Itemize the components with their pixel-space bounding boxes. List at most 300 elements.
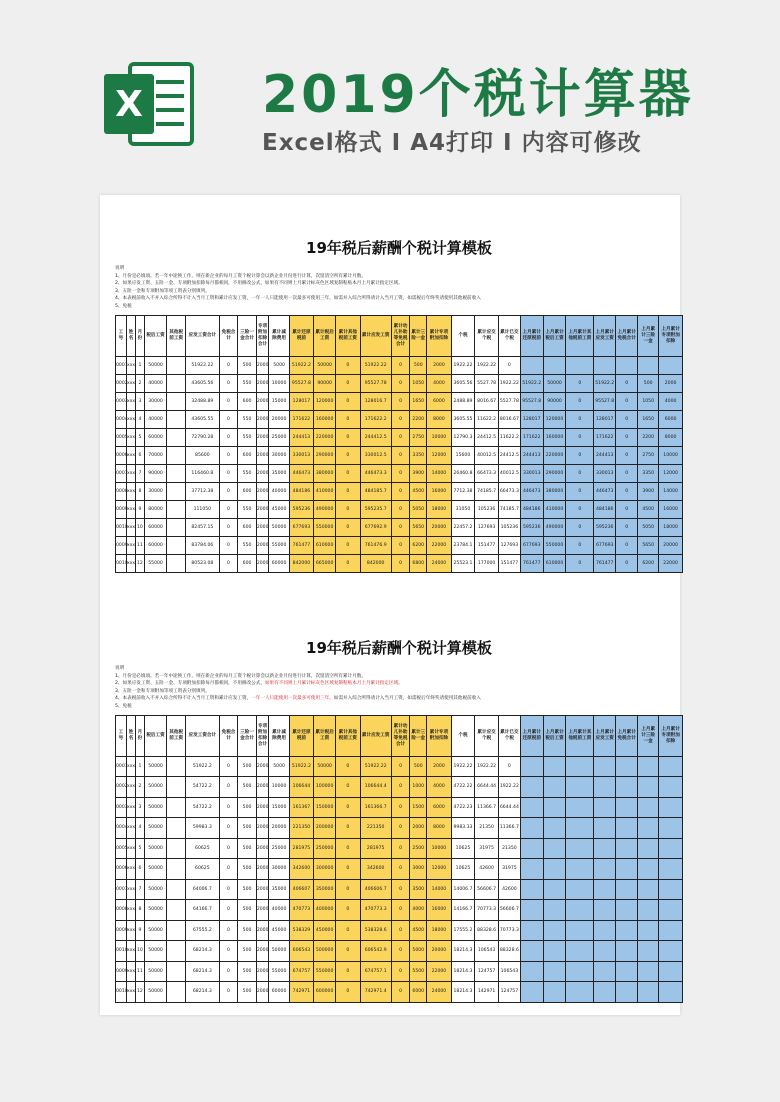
- table-cell[interactable]: 5500: [410, 961, 427, 982]
- table-cell[interactable]: 10000: [427, 838, 451, 859]
- table-cell[interactable]: xxx: [126, 518, 135, 536]
- table-cell[interactable]: 0: [391, 428, 410, 446]
- table-cell[interactable]: 500: [238, 777, 257, 798]
- table-cell[interactable]: 24412.5: [475, 428, 499, 446]
- table-cell[interactable]: 12000: [427, 859, 451, 880]
- table-cell[interactable]: 0: [336, 900, 360, 921]
- table-cell[interactable]: 25000: [269, 838, 289, 859]
- table-cell[interactable]: 55000: [269, 961, 289, 982]
- table-cell[interactable]: 8000: [659, 428, 683, 446]
- table-cell[interactable]: xxx: [126, 777, 135, 798]
- table-cell[interactable]: 0: [391, 392, 410, 410]
- table-cell[interactable]: 0: [336, 446, 360, 464]
- table-cell[interactable]: 0: [219, 797, 238, 818]
- table-cell[interactable]: [594, 920, 616, 941]
- table-cell[interactable]: 0: [616, 554, 638, 572]
- table-cell[interactable]: [520, 356, 543, 374]
- table-cell[interactable]: [520, 838, 543, 859]
- table-cell[interactable]: 0: [219, 536, 238, 554]
- table-cell[interactable]: 151477: [475, 536, 499, 554]
- table-cell[interactable]: 128016.7: [360, 392, 391, 410]
- table-cell[interactable]: 2000: [256, 838, 269, 859]
- table-cell[interactable]: 4000: [659, 392, 683, 410]
- table-cell[interactable]: [566, 756, 594, 777]
- table-cell[interactable]: 100000: [314, 777, 336, 798]
- table-cell[interactable]: 500: [238, 838, 257, 859]
- table-cell[interactable]: 2000: [256, 900, 269, 921]
- table-cell[interactable]: [566, 838, 594, 859]
- table-cell[interactable]: 406607: [289, 879, 313, 900]
- table-cell[interactable]: 142971: [475, 982, 499, 1003]
- table-cell[interactable]: 50000: [144, 356, 167, 374]
- table-cell[interactable]: 106543: [475, 941, 499, 962]
- table-cell[interactable]: 74185.7: [498, 500, 520, 518]
- table-cell[interactable]: 2000: [256, 446, 269, 464]
- table-cell[interactable]: 8: [136, 900, 144, 921]
- table-cell[interactable]: 0003: [116, 797, 127, 818]
- table-cell[interactable]: [167, 941, 186, 962]
- table-cell[interactable]: 1922.22: [451, 356, 475, 374]
- table-cell[interactable]: 550: [238, 464, 257, 482]
- table-cell[interactable]: 0: [219, 920, 238, 941]
- table-cell[interactable]: 2000: [256, 518, 269, 536]
- table-cell[interactable]: 161367: [289, 797, 313, 818]
- table-cell[interactable]: 0: [336, 859, 360, 880]
- table-cell[interactable]: 0: [566, 464, 594, 482]
- table-cell[interactable]: 0: [566, 374, 594, 392]
- table-cell[interactable]: 171622: [594, 428, 616, 446]
- table-cell[interactable]: 21350: [498, 838, 520, 859]
- table-cell[interactable]: [638, 879, 659, 900]
- table-cell[interactable]: [638, 356, 659, 374]
- table-cell[interactable]: 0: [391, 410, 410, 428]
- table-cell[interactable]: 2000: [659, 374, 683, 392]
- table-cell[interactable]: [594, 879, 616, 900]
- table-cell[interactable]: 0005: [116, 428, 127, 446]
- table-cell[interactable]: 674757: [289, 961, 313, 982]
- table-cell[interactable]: 4500: [410, 482, 427, 500]
- table-cell[interactable]: 56606.7: [475, 879, 499, 900]
- table-cell[interactable]: [566, 818, 594, 839]
- table-cell[interactable]: 595235.7: [360, 500, 391, 518]
- table-cell[interactable]: [616, 756, 638, 777]
- table-cell[interactable]: 66473.3: [475, 464, 499, 482]
- table-cell[interactable]: 0: [391, 818, 410, 839]
- table-cell[interactable]: 3350: [410, 446, 427, 464]
- table-cell[interactable]: 51922.2: [594, 374, 616, 392]
- table-cell[interactable]: 51922.22: [185, 356, 219, 374]
- table-cell[interactable]: 23784.1: [451, 536, 475, 554]
- table-cell[interactable]: 500: [238, 818, 257, 839]
- table-cell[interactable]: 484185.7: [360, 482, 391, 500]
- table-cell[interactable]: [594, 356, 616, 374]
- table-cell[interactable]: 0: [219, 756, 238, 777]
- table-cell[interactable]: 43605.56: [185, 374, 219, 392]
- table-cell[interactable]: 95527.8: [289, 374, 313, 392]
- table-cell[interactable]: 50000: [144, 838, 167, 859]
- table-cell[interactable]: 60000: [144, 536, 167, 554]
- table-cell[interactable]: 221350: [289, 818, 313, 839]
- table-cell[interactable]: 30000: [144, 482, 167, 500]
- table-cell[interactable]: 6000: [659, 410, 683, 428]
- table-cell[interactable]: 7712.38: [451, 482, 475, 500]
- table-cell[interactable]: 600: [238, 554, 257, 572]
- table-cell[interactable]: 500: [410, 356, 427, 374]
- table-cell[interactable]: 290000: [314, 446, 336, 464]
- table-cell[interactable]: 0: [336, 374, 360, 392]
- table-cell[interactable]: xxx: [126, 374, 135, 392]
- table-cell[interactable]: [167, 554, 186, 572]
- table-cell[interactable]: xxx: [126, 446, 135, 464]
- table-cell[interactable]: [520, 920, 543, 941]
- table-cell[interactable]: [167, 797, 186, 818]
- table-cell[interactable]: xxx: [126, 756, 135, 777]
- table-cell[interactable]: xxx: [126, 536, 135, 554]
- table-cell[interactable]: 550: [238, 410, 257, 428]
- table-cell[interactable]: [566, 356, 594, 374]
- table-cell[interactable]: 22000: [427, 961, 451, 982]
- table-cell[interactable]: 0: [219, 900, 238, 921]
- table-cell[interactable]: 51922.22: [360, 756, 391, 777]
- table-cell[interactable]: [167, 428, 186, 446]
- table-cell[interactable]: 128017: [520, 410, 543, 428]
- table-cell[interactable]: [520, 961, 543, 982]
- table-cell[interactable]: 70773.3: [475, 900, 499, 921]
- table-cell[interactable]: xxx: [126, 500, 135, 518]
- table-cell[interactable]: 0010: [116, 518, 127, 536]
- table-cell[interactable]: 11366.7: [475, 797, 499, 818]
- table-cell[interactable]: [543, 818, 566, 839]
- table-cell[interactable]: 5050: [410, 500, 427, 518]
- table-cell[interactable]: 0: [336, 838, 360, 859]
- table-cell[interactable]: 1922.22: [451, 756, 475, 777]
- table-cell[interactable]: 5: [136, 838, 144, 859]
- table-cell[interactable]: [566, 900, 594, 921]
- table-cell[interactable]: [167, 777, 186, 798]
- table-cell[interactable]: 0: [616, 374, 638, 392]
- table-cell[interactable]: 3: [136, 797, 144, 818]
- table-cell[interactable]: 0: [336, 428, 360, 446]
- table-cell[interactable]: 330013: [289, 446, 313, 464]
- table-cell[interactable]: 761476.9: [360, 536, 391, 554]
- table-cell[interactable]: [594, 797, 616, 818]
- table-cell[interactable]: 70000: [144, 446, 167, 464]
- table-cell[interactable]: 2: [136, 777, 144, 798]
- table-cell[interactable]: [616, 961, 638, 982]
- table-cell[interactable]: 0: [566, 500, 594, 518]
- table-cell[interactable]: 0009: [116, 500, 127, 518]
- table-cell[interactable]: [594, 982, 616, 1003]
- table-cell[interactable]: 0: [391, 941, 410, 962]
- table-cell[interactable]: xxx: [126, 797, 135, 818]
- table-cell[interactable]: 2000: [410, 818, 427, 839]
- table-cell[interactable]: 550: [238, 500, 257, 518]
- table-cell[interactable]: 1000: [410, 777, 427, 798]
- table-cell[interactable]: 410000: [543, 500, 566, 518]
- table-cell[interactable]: 54722.2: [185, 797, 219, 818]
- table-cell[interactable]: 12: [136, 554, 144, 572]
- table-cell[interactable]: 51922.2: [185, 756, 219, 777]
- table-cell[interactable]: 2000: [256, 356, 269, 374]
- table-cell[interactable]: 0: [566, 518, 594, 536]
- table-cell[interactable]: [167, 446, 186, 464]
- table-cell[interactable]: xxx: [126, 920, 135, 941]
- table-cell[interactable]: [659, 961, 683, 982]
- table-cell[interactable]: 0: [336, 879, 360, 900]
- table-cell[interactable]: 88328.6: [498, 941, 520, 962]
- table-cell[interactable]: [167, 920, 186, 941]
- table-cell[interactable]: 5527.78: [475, 374, 499, 392]
- table-cell[interactable]: 18214.3: [451, 982, 475, 1003]
- table-cell[interactable]: 0: [616, 446, 638, 464]
- table-cell[interactable]: 15600: [451, 446, 475, 464]
- table-cell[interactable]: [638, 797, 659, 818]
- table-cell[interactable]: 0008: [116, 482, 127, 500]
- table-cell[interactable]: 124757: [498, 982, 520, 1003]
- table-cell[interactable]: 3000: [410, 859, 427, 880]
- table-cell[interactable]: 50000: [144, 920, 167, 941]
- table-cell[interactable]: 15000: [269, 392, 289, 410]
- table-cell[interactable]: 0: [566, 446, 594, 464]
- table-cell[interactable]: 244412.5: [360, 428, 391, 446]
- table-cell[interactable]: [616, 838, 638, 859]
- table-cell[interactable]: 16000: [427, 482, 451, 500]
- table-cell[interactable]: [638, 941, 659, 962]
- table-cell[interactable]: [638, 900, 659, 921]
- table-cell[interactable]: 51922.22: [360, 356, 391, 374]
- table-cell[interactable]: 0: [336, 500, 360, 518]
- table-cell[interactable]: 0: [391, 879, 410, 900]
- table-cell[interactable]: xxx: [126, 428, 135, 446]
- table-cell[interactable]: [520, 777, 543, 798]
- table-cell[interactable]: 50000: [269, 518, 289, 536]
- table-cell[interactable]: 600000: [314, 982, 336, 1003]
- table-cell[interactable]: [167, 500, 186, 518]
- table-cell[interactable]: 11622.2: [498, 428, 520, 446]
- table-cell[interactable]: 40012.5: [498, 464, 520, 482]
- table-cell[interactable]: 9: [136, 920, 144, 941]
- table-cell[interactable]: 50000: [144, 797, 167, 818]
- table-cell[interactable]: [566, 859, 594, 880]
- table-cell[interactable]: 0: [336, 518, 360, 536]
- table-cell[interactable]: 330013: [594, 464, 616, 482]
- table-cell[interactable]: 128017: [594, 410, 616, 428]
- table-cell[interactable]: [616, 941, 638, 962]
- table-cell[interactable]: 0: [616, 392, 638, 410]
- table-cell[interactable]: xxx: [126, 392, 135, 410]
- table-cell[interactable]: [520, 859, 543, 880]
- table-cell[interactable]: 12790.3: [451, 428, 475, 446]
- table-cell[interactable]: 0: [391, 982, 410, 1003]
- table-cell[interactable]: 120000: [314, 392, 336, 410]
- table-cell[interactable]: 0: [219, 464, 238, 482]
- table-cell[interactable]: 1650: [410, 392, 427, 410]
- table-cell[interactable]: 95527.8: [594, 392, 616, 410]
- table-cell[interactable]: [594, 900, 616, 921]
- table-cell[interactable]: 446473: [289, 464, 313, 482]
- table-cell[interactable]: [659, 941, 683, 962]
- table-cell[interactable]: 500: [238, 920, 257, 941]
- table-cell[interactable]: [520, 879, 543, 900]
- table-cell[interactable]: 600: [238, 446, 257, 464]
- table-cell[interactable]: 50000: [269, 941, 289, 962]
- table-cell[interactable]: 0: [566, 410, 594, 428]
- table-cell[interactable]: 0: [391, 536, 410, 554]
- table-cell[interactable]: 0: [391, 464, 410, 482]
- table-cell[interactable]: 68214.3: [185, 961, 219, 982]
- table-cell[interactable]: [566, 941, 594, 962]
- table-cell[interactable]: 10: [136, 941, 144, 962]
- table-cell[interactable]: 0: [219, 446, 238, 464]
- table-cell[interactable]: 50000: [144, 859, 167, 880]
- table-cell[interactable]: [638, 920, 659, 941]
- table-cell[interactable]: 6200: [638, 554, 659, 572]
- table-cell[interactable]: 500: [238, 356, 257, 374]
- table-cell[interactable]: 0: [219, 410, 238, 428]
- table-cell[interactable]: [167, 859, 186, 880]
- table-cell[interactable]: [543, 941, 566, 962]
- table-cell[interactable]: [638, 982, 659, 1003]
- table-cell[interactable]: 0: [219, 500, 238, 518]
- table-cell[interactable]: [566, 797, 594, 818]
- table-cell[interactable]: 1050: [638, 392, 659, 410]
- table-cell[interactable]: 677692.9: [360, 518, 391, 536]
- table-cell[interactable]: 60000: [144, 428, 167, 446]
- table-cell[interactable]: 8000: [427, 410, 451, 428]
- table-cell[interactable]: 0: [336, 482, 360, 500]
- table-cell[interactable]: 160000: [543, 428, 566, 446]
- table-cell[interactable]: 761477: [520, 554, 543, 572]
- table-cell[interactable]: 0: [616, 482, 638, 500]
- table-cell[interactable]: 8016.67: [475, 392, 499, 410]
- table-cell[interactable]: 7: [136, 879, 144, 900]
- table-cell[interactable]: 24000: [427, 982, 451, 1003]
- table-cell[interactable]: 24412.5: [498, 446, 520, 464]
- table-cell[interactable]: 350000: [314, 879, 336, 900]
- table-cell[interactable]: 0003: [116, 392, 127, 410]
- table-cell[interactable]: 550: [238, 374, 257, 392]
- table-cell[interactable]: 0: [219, 392, 238, 410]
- table-cell[interactable]: 2000: [256, 482, 269, 500]
- table-cell[interactable]: 16000: [427, 900, 451, 921]
- table-cell[interactable]: 470773: [289, 900, 313, 921]
- table-cell[interactable]: 1922.22: [498, 374, 520, 392]
- table-cell[interactable]: 45000: [269, 920, 289, 941]
- table-cell[interactable]: 0: [616, 500, 638, 518]
- table-cell[interactable]: 116460.8: [185, 464, 219, 482]
- table-cell[interactable]: 500: [238, 941, 257, 962]
- table-cell[interactable]: 18000: [427, 920, 451, 941]
- table-cell[interactable]: 0001: [116, 756, 127, 777]
- table-cell[interactable]: 2488.89: [451, 392, 475, 410]
- table-cell[interactable]: 0: [336, 536, 360, 554]
- table-cell[interactable]: [566, 961, 594, 982]
- table-cell[interactable]: xxx: [126, 838, 135, 859]
- table-cell[interactable]: 1922.22: [475, 356, 499, 374]
- table-cell[interactable]: 10625: [451, 859, 475, 880]
- table-cell[interactable]: 610000: [314, 536, 336, 554]
- table-cell[interactable]: 0: [219, 859, 238, 880]
- table-cell[interactable]: 5000: [269, 756, 289, 777]
- table-cell[interactable]: [167, 818, 186, 839]
- table-cell[interactable]: 550000: [314, 518, 336, 536]
- table-cell[interactable]: 0: [391, 920, 410, 941]
- table-cell[interactable]: 4000: [427, 374, 451, 392]
- table-cell[interactable]: 18000: [427, 500, 451, 518]
- table-cell[interactable]: [566, 879, 594, 900]
- table-cell[interactable]: 500: [238, 900, 257, 921]
- table-cell[interactable]: 59983.3: [185, 818, 219, 839]
- table-cell[interactable]: 3605.55: [451, 410, 475, 428]
- table-cell[interactable]: 4: [136, 410, 144, 428]
- table-cell[interactable]: 31975: [498, 859, 520, 880]
- table-cell[interactable]: xxx: [126, 356, 135, 374]
- table-cell[interactable]: 0009: [116, 961, 127, 982]
- table-cell[interactable]: 2750: [410, 428, 427, 446]
- table-cell[interactable]: [167, 900, 186, 921]
- table-cell[interactable]: 2200: [410, 410, 427, 428]
- table-cell[interactable]: 2000: [427, 756, 451, 777]
- table-cell[interactable]: [167, 410, 186, 428]
- table-cell[interactable]: [167, 392, 186, 410]
- table-cell[interactable]: 6000: [427, 392, 451, 410]
- table-cell[interactable]: 550: [238, 536, 257, 554]
- table-cell[interactable]: 0009: [116, 920, 127, 941]
- table-cell[interactable]: [520, 818, 543, 839]
- table-cell[interactable]: 600: [238, 392, 257, 410]
- table-cell[interactable]: [543, 797, 566, 818]
- table-cell[interactable]: 80523.08: [185, 554, 219, 572]
- table-cell[interactable]: 4000: [410, 900, 427, 921]
- table-cell[interactable]: 161366.7: [360, 797, 391, 818]
- table-cell[interactable]: 0004: [116, 818, 127, 839]
- table-cell[interactable]: [616, 777, 638, 798]
- table-cell[interactable]: 5050: [638, 518, 659, 536]
- table-cell[interactable]: 35000: [269, 464, 289, 482]
- table-cell[interactable]: 2: [136, 374, 144, 392]
- table-cell[interactable]: 50000: [144, 941, 167, 962]
- table-cell[interactable]: 0: [391, 500, 410, 518]
- table-cell[interactable]: 200000: [314, 818, 336, 839]
- table-cell[interactable]: 0: [219, 428, 238, 446]
- table-cell[interactable]: [167, 756, 186, 777]
- table-cell[interactable]: 500: [410, 756, 427, 777]
- table-cell[interactable]: 8: [136, 482, 144, 500]
- table-cell[interactable]: 0: [219, 818, 238, 839]
- table-cell[interactable]: 0: [391, 900, 410, 921]
- table-cell[interactable]: 88328.6: [475, 920, 499, 941]
- table-cell[interactable]: 0: [336, 554, 360, 572]
- table-cell[interactable]: 0: [391, 374, 410, 392]
- table-cell[interactable]: [659, 838, 683, 859]
- table-cell[interactable]: [566, 920, 594, 941]
- table-cell[interactable]: 2000: [256, 428, 269, 446]
- table-cell[interactable]: 244413: [520, 446, 543, 464]
- table-cell[interactable]: 665000: [314, 554, 336, 572]
- table-cell[interactable]: [638, 818, 659, 839]
- table-cell[interactable]: 6000: [427, 797, 451, 818]
- table-cell[interactable]: 2000: [256, 982, 269, 1003]
- table-cell[interactable]: 600: [238, 482, 257, 500]
- table-cell[interactable]: [543, 356, 566, 374]
- table-cell[interactable]: 538329: [289, 920, 313, 941]
- table-cell[interactable]: 3900: [638, 482, 659, 500]
- table-cell[interactable]: 10000: [659, 446, 683, 464]
- table-cell[interactable]: 220000: [543, 446, 566, 464]
- table-cell[interactable]: 500: [238, 797, 257, 818]
- table-cell[interactable]: 51922.2: [289, 356, 313, 374]
- table-cell[interactable]: 50000: [144, 818, 167, 839]
